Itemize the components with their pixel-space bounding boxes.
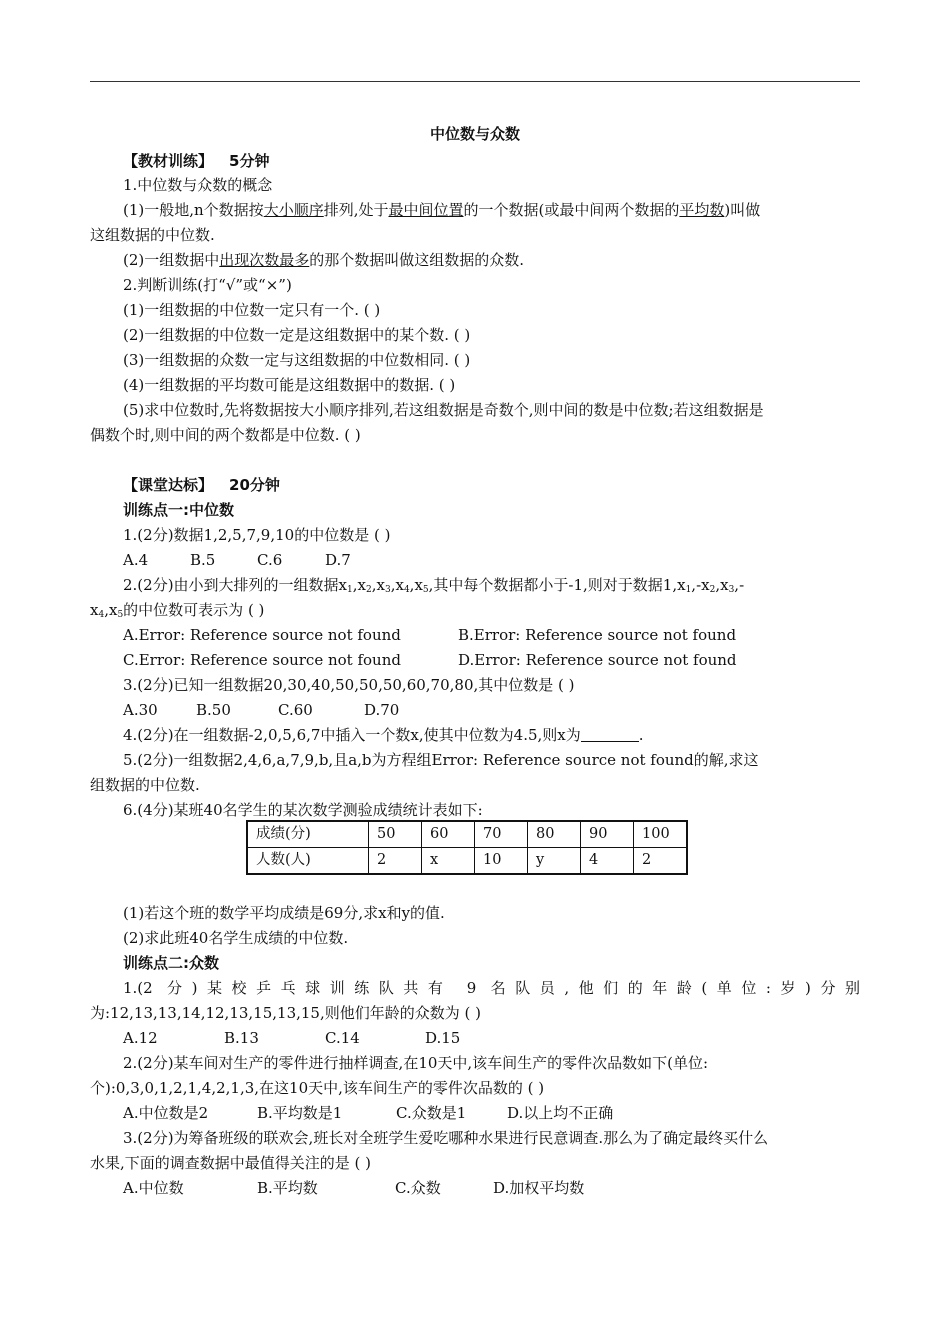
option-a: A.中位数 <box>123 1179 184 1197</box>
option-d: D.70 <box>364 701 400 719</box>
option-d: D.以上均不正确 <box>507 1104 614 1122</box>
section-label: 【教材训练】 <box>123 152 214 170</box>
answer-options <box>90 1176 893 1201</box>
option-d: D.15 <box>425 1029 461 1047</box>
answer-blank[interactable] <box>581 726 639 742</box>
paragraph-mode-definition: (2)一组数据中出现次数最多的那个数据叫做这组数据的众数. <box>123 251 525 269</box>
section-time: 20分钟 <box>229 476 280 494</box>
option-a: A.4 <box>123 551 149 569</box>
table-cell: x <box>422 848 475 875</box>
page-title: 中位数与众数 <box>429 125 520 143</box>
option-a: A.中位数是2 <box>123 1104 209 1122</box>
paragraph-median-definition: (1)一般地,n个数据按大小顺序排列,处于最中间位置的一个数据(或最中间两个数据的平均数)叫做 <box>123 201 761 219</box>
question-text: 3.(2分)为筹备班级的联欢会,班长对全班学生爱吃哪种水果进行民意调查.那么为了确定最终买什么 <box>123 1129 769 1147</box>
option-a: A.30 <box>123 701 158 719</box>
table-cell: 人数(人) <box>247 848 369 875</box>
question-text: 5.(2分)一组数据2,4,6,a,7,9,b,且a,b为方程组Error: Reference source not found的解,求这 <box>123 751 759 769</box>
judgement-item: (4)一组数据的平均数可能是这组数据中的数据. ( ) <box>123 376 456 394</box>
table-cell: 90 <box>581 821 634 848</box>
judgement-item: (1)一组数据的中位数一定只有一个. ( ) <box>123 301 381 319</box>
section-heading-classroom <box>90 473 893 498</box>
option-d: D.加权平均数 <box>493 1179 585 1197</box>
question-text: 4.(2分)在一组数据-2,0,5,6,7中插入一个数x,使其中位数为4.5,则x为 . <box>123 726 644 744</box>
header-rule <box>90 81 860 82</box>
option-c: C.众数是1 <box>396 1104 467 1122</box>
question-text: 1.(2分)数据1,2,5,7,9,10的中位数是 ( ) <box>123 526 391 544</box>
question-continuation: 个):0,3,0,1,2,1,4,2,1,3,在这10天中,该车间生产的零件次品数的 ( ) <box>90 1079 545 1097</box>
option-c: C.60 <box>278 701 313 719</box>
option-c: C.众数 <box>395 1179 441 1197</box>
question-text: 3.(2分)已知一组数据20,30,40,50,50,50,60,70,80,其中位数是 ( ) <box>123 676 575 694</box>
table-row <box>247 821 687 848</box>
training-point-heading: 训练点一:中位数 <box>123 501 234 519</box>
question-text: 1.(2 分)某校乒乓球训练队共有 9 名队员,他们的年龄(单位:岁)分别 <box>123 979 860 997</box>
table-cell: 60 <box>422 821 475 848</box>
section-label: 【课堂达标】 <box>123 476 214 494</box>
section-heading-textbook <box>90 149 893 174</box>
option-d: D.7 <box>325 551 351 569</box>
question-continuation: 组数据的中位数. <box>90 776 200 794</box>
table-cell: y <box>528 848 581 875</box>
answer-options <box>90 698 893 723</box>
answer-options <box>90 648 893 673</box>
option-c: C.6 <box>257 551 283 569</box>
table-cell: 100 <box>634 821 688 848</box>
option-b: B.平均数是1 <box>257 1104 343 1122</box>
table-cell: 4 <box>581 848 634 875</box>
table-cell: 70 <box>475 821 528 848</box>
option-b: B.Error: Reference source not found <box>458 626 737 644</box>
table-cell: 50 <box>369 821 422 848</box>
option-b: B.平均数 <box>257 1179 318 1197</box>
answer-options <box>90 548 893 573</box>
answer-options <box>90 623 893 648</box>
option-d: D.Error: Reference source not found <box>458 651 737 669</box>
judgement-item: (3)一组数据的众数一定与这组数据的中位数相同. ( ) <box>123 351 471 369</box>
score-table <box>246 820 688 875</box>
option-b: B.13 <box>224 1029 259 1047</box>
judgement-item: (2)一组数据的中位数一定是这组数据中的某个数. ( ) <box>123 326 471 344</box>
table-cell: 成绩(分) <box>247 821 369 848</box>
question-text: 2.(2分)某车间对生产的零件进行抽样调查,在10天中,该车间生产的零件次品数如下(单位: <box>123 1054 709 1072</box>
table-cell: 10 <box>475 848 528 875</box>
paragraph-continuation: 这组数据的中位数. <box>90 226 215 244</box>
option-a: A.12 <box>123 1029 158 1047</box>
question-continuation: $x_4,x_5$的中位数可表示为 ( ) <box>90 601 265 620</box>
answer-options <box>90 1101 893 1126</box>
question-continuation: 水果,下面的调查数据中最值得关注的是 ( ) <box>90 1154 372 1172</box>
question-text: 6.(4分)某班40名学生的某次数学测验成绩统计表如下: <box>123 801 483 819</box>
training-point-heading: 训练点二:众数 <box>123 954 219 972</box>
table-cell: 2 <box>369 848 422 875</box>
option-c: C.Error: Reference source not found <box>123 651 401 669</box>
sub-question: (1)若这个班的数学平均成绩是69分,求x和y的值. <box>123 904 445 922</box>
section-time: 5分钟 <box>229 152 270 170</box>
judgement-item-continuation: 偶数个时,则中间的两个数都是中位数. ( ) <box>90 426 361 444</box>
table-cell: 80 <box>528 821 581 848</box>
option-c: C.14 <box>325 1029 360 1047</box>
judgement-item: (5)求中位数时,先将数据按大小顺序排列,若这组数据是奇数个,则中间的数是中位数;若这组数据是 <box>123 401 764 419</box>
table-cell: 2 <box>634 848 688 875</box>
option-b: B.5 <box>190 551 216 569</box>
question-continuation: 为:12,13,13,14,12,13,15,13,15,则他们年龄的众数为 ( ) <box>90 1004 481 1022</box>
option-b: B.50 <box>196 701 231 719</box>
question-text: 2.判断训练(打“√”或“×”) <box>123 276 292 294</box>
table-row <box>247 848 687 875</box>
sub-question: (2)求此班40名学生成绩的中位数. <box>123 929 349 947</box>
question-text: 1.中位数与众数的概念 <box>123 176 273 194</box>
question-text: 2.(2分)由小到大排列的一组数据$x_1,x_2,x_3,x_4,x_5$,其中每个数据都小于-1,则对于数据$1,x_1,-x_2,x_3,-$ <box>123 576 745 595</box>
answer-options <box>90 1026 893 1051</box>
option-a: A.Error: Reference source not found <box>123 626 401 644</box>
